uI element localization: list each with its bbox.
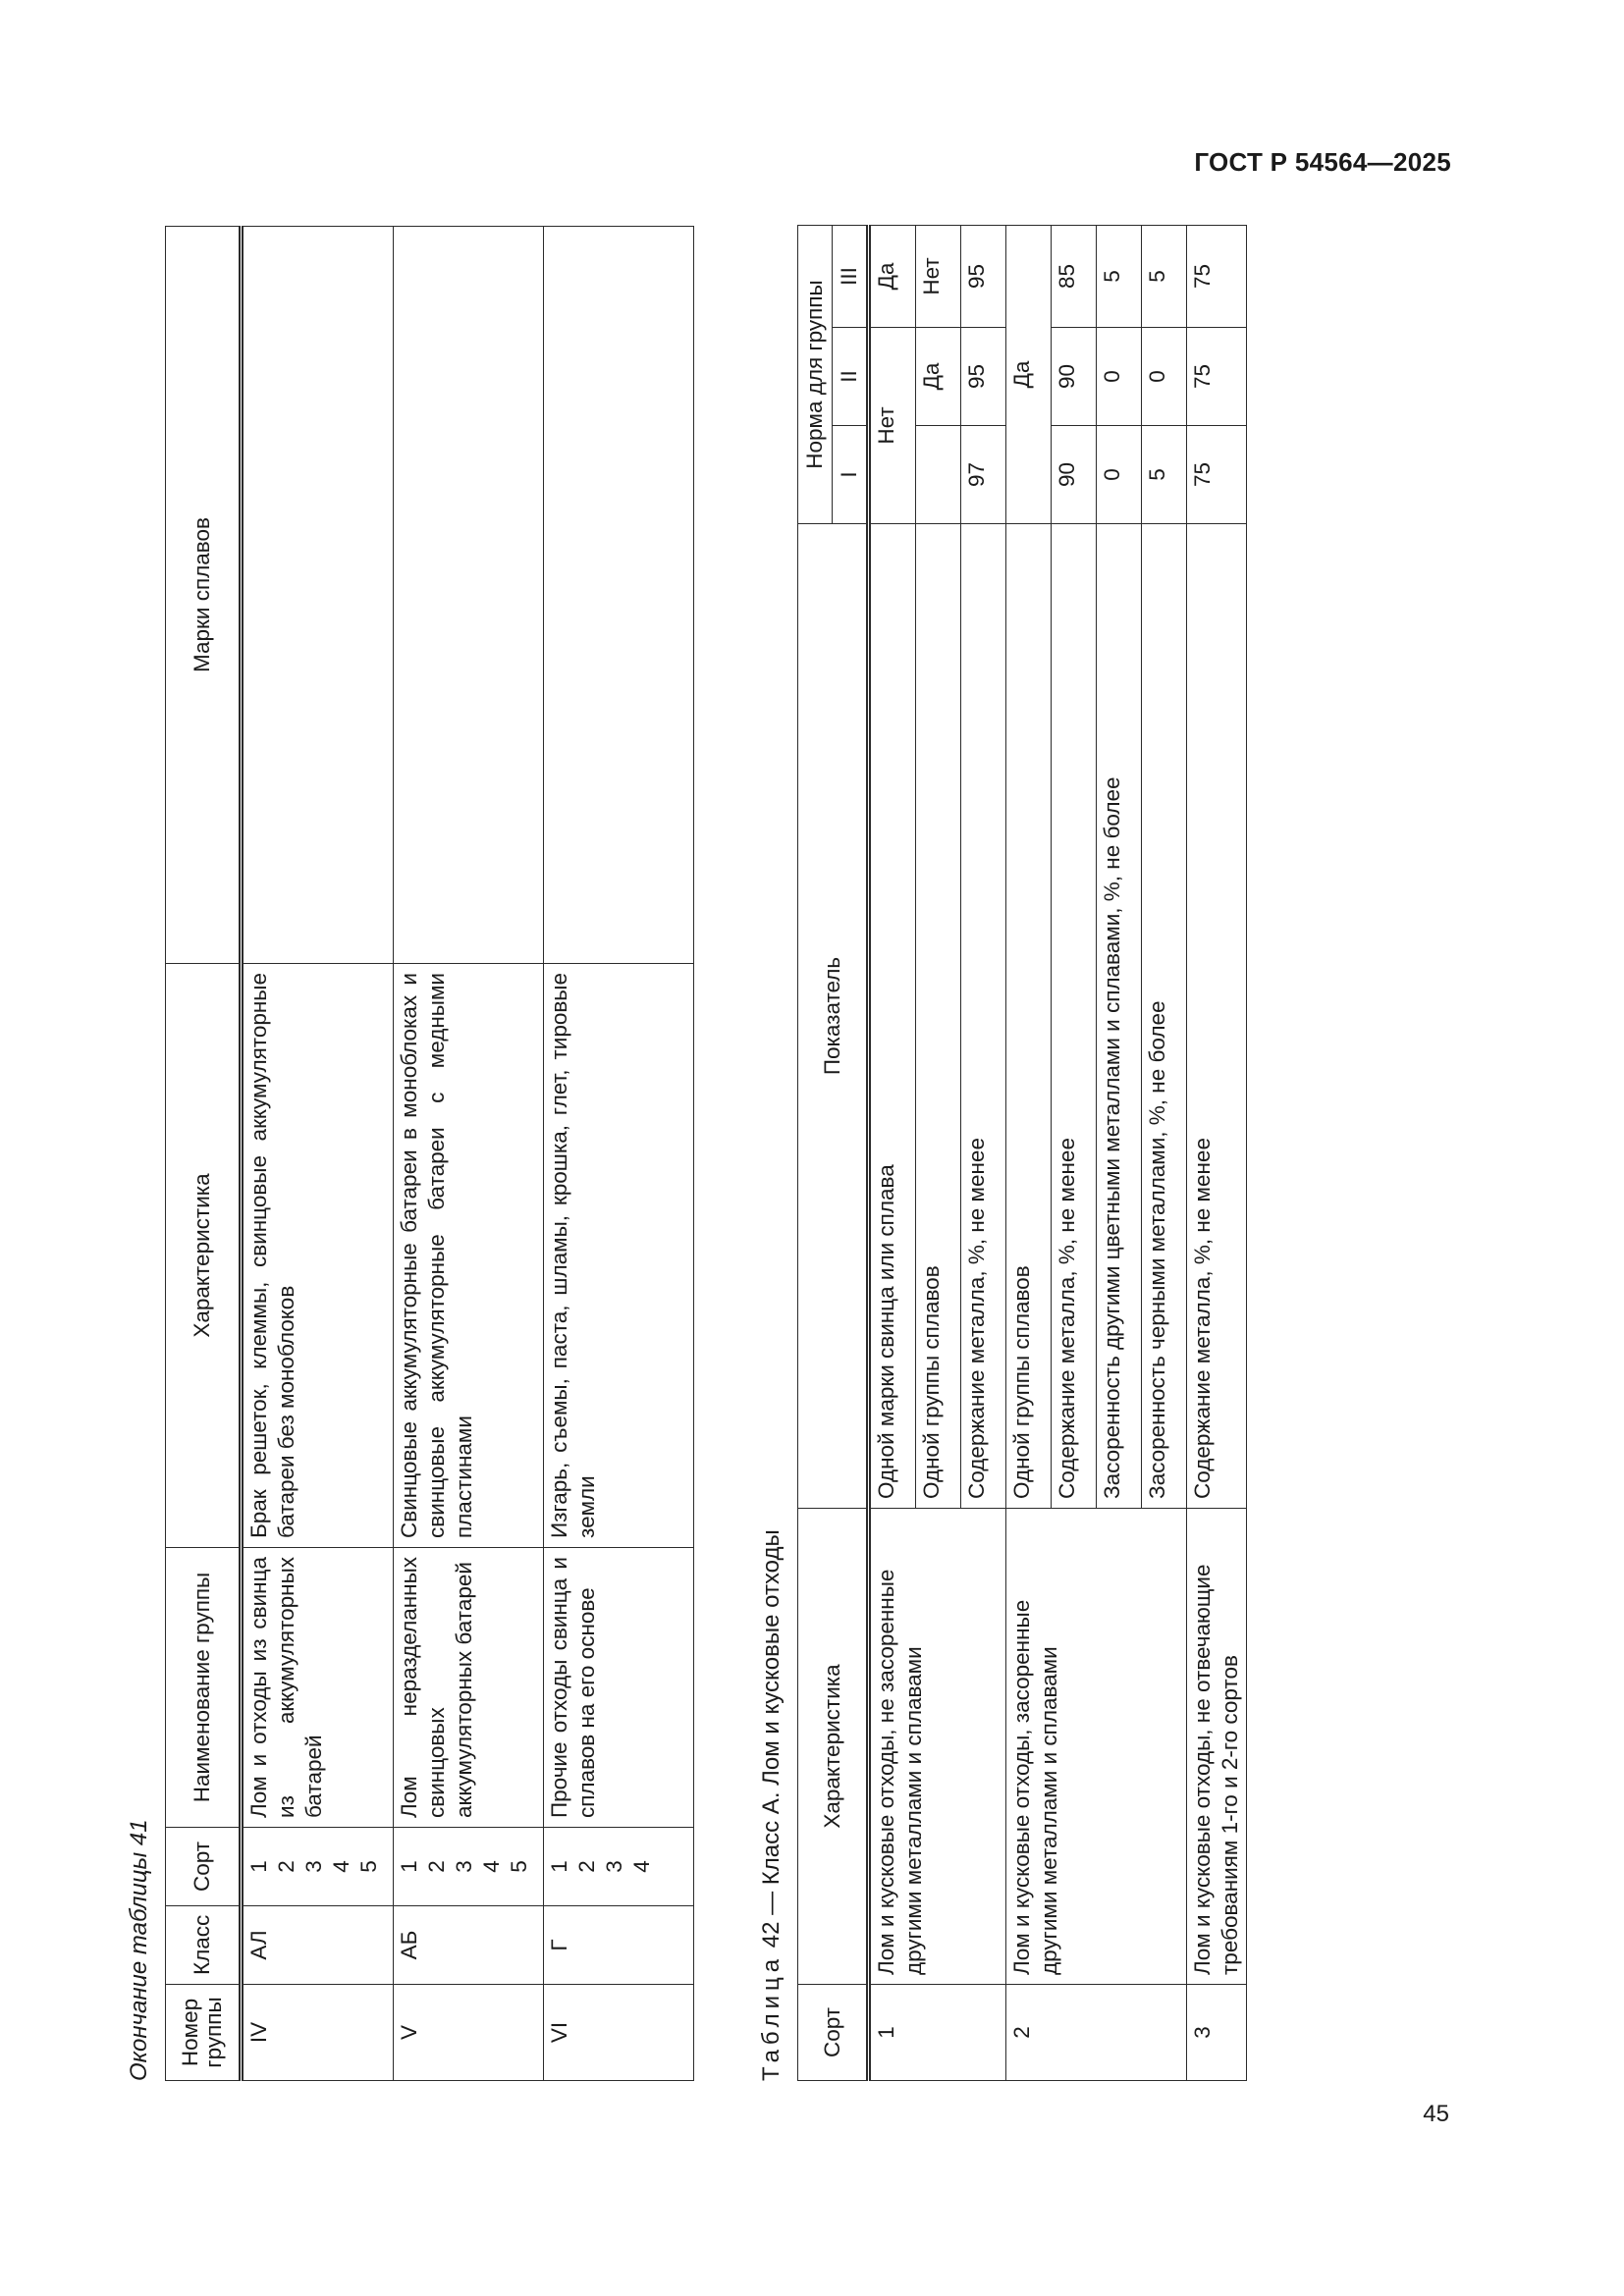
- indicator: Содержание металла, %, не менее: [1187, 524, 1247, 1509]
- sort-number: 1: [869, 1985, 1006, 2081]
- sort-item: 1: [547, 1860, 571, 1873]
- norm-value: 0: [1097, 426, 1142, 524]
- indicator: Одной марки свинца или сплава: [869, 524, 916, 1509]
- group-name: Лом неразделанных свинцовых аккумуляторных батарей: [394, 1548, 544, 1828]
- norm-value: 75: [1187, 328, 1247, 426]
- norm-value: 95: [961, 225, 1006, 327]
- group-characteristic: Брак решеток, клеммы, свинцовые аккумуляторные батареи без моноблоков: [242, 964, 394, 1548]
- col-header-indicator: Показатель: [798, 524, 869, 1509]
- table-row: [394, 227, 544, 2081]
- group-characteristic: Изгарь, съемы, паста, шламы, крошка, глет, тировые земли: [544, 964, 694, 1548]
- indicator: Засоренность черными металлами, %, не более: [1142, 524, 1187, 1509]
- sort-item: 4: [629, 1860, 654, 1873]
- group-name: Лом и отходы из свинца из аккумуляторных батарей: [242, 1548, 394, 1828]
- group-number: IV: [242, 1985, 394, 2081]
- norm-value: Да: [869, 225, 916, 327]
- table-header-row: [798, 225, 833, 2080]
- sort-number: 3: [1187, 1985, 1247, 2081]
- col-header-marks: Марки сплавов: [166, 227, 242, 964]
- col-header-class: Класс: [166, 1906, 242, 1985]
- indicator: Содержание металла, %, не менее: [1052, 524, 1097, 1509]
- indicator: Одной группы сплавов: [1006, 524, 1052, 1509]
- sort-item: 3: [301, 1860, 326, 1873]
- sort-item: 4: [479, 1860, 504, 1873]
- sort-item: 5: [507, 1860, 531, 1873]
- table-row: [544, 227, 694, 2081]
- norm-value: Да: [1006, 225, 1052, 523]
- norm-value: 75: [1187, 426, 1247, 524]
- norm-value: 85: [1052, 225, 1097, 327]
- col-header-norm: Норма для группы: [798, 225, 833, 523]
- norm-value: 75: [1187, 225, 1247, 327]
- norm-value: Да: [916, 328, 961, 426]
- norm-value: 95: [961, 328, 1006, 426]
- col-header-sort: Сорт: [798, 1985, 869, 2081]
- group-number: VI: [544, 1985, 694, 2081]
- group-characteristic: Свинцовые аккумуляторные батареи в моноблоках и свинцовые аккумуляторные батареи с медными пластинами: [394, 964, 544, 1548]
- table-41: [165, 226, 694, 2081]
- col-header-name: Наименование группы: [166, 1548, 242, 1828]
- table-42-caption: [748, 226, 797, 2081]
- col-header-characteristic: Характеристика: [798, 1509, 869, 1985]
- norm-value: 5: [1142, 426, 1187, 524]
- sort-item: 3: [452, 1860, 476, 1873]
- sort-list: [544, 1828, 694, 1906]
- norm-value: 5: [1097, 225, 1142, 327]
- sort-item: 1: [397, 1860, 421, 1873]
- table-41-caption: Окончание таблицы 41: [126, 1819, 152, 2081]
- table-42-block: [748, 226, 1318, 2081]
- sort-item: 2: [274, 1860, 298, 1873]
- col-header-group-2: II: [833, 328, 869, 426]
- document-code: ГОСТ Р 54564—2025: [1194, 147, 1451, 177]
- norm-value: 5: [1142, 225, 1187, 327]
- col-header-num: Номер группы: [166, 1985, 242, 2081]
- group-class: Г: [544, 1906, 694, 1985]
- sort-characteristic: Лом и кусковые отходы, не отвечающие требованиям 1-го и 2-го сортов: [1187, 1509, 1247, 1985]
- group-class: АБ: [394, 1906, 544, 1985]
- norm-value: Нет: [869, 328, 916, 524]
- table-42-caption-prefix: Таблица: [758, 1953, 785, 2081]
- sort-item: 5: [356, 1860, 381, 1873]
- sort-item: 2: [574, 1860, 599, 1873]
- sort-characteristic: Лом и кусковые отходы, не засоренные другими металлами и сплавами: [869, 1509, 1006, 1985]
- table-row: [242, 227, 394, 2081]
- group-number: V: [394, 1985, 544, 2081]
- group-marks: [394, 227, 544, 964]
- indicator: Содержание металла, %, не менее: [961, 524, 1006, 1509]
- sort-item: 4: [329, 1860, 353, 1873]
- sort-item: 2: [424, 1860, 449, 1873]
- sort-number: 2: [1006, 1985, 1187, 2081]
- norm-value: 0: [1097, 328, 1142, 426]
- table-row: [869, 225, 916, 2080]
- table-row: [1006, 225, 1052, 2080]
- table-row: [1187, 225, 1247, 2080]
- group-name: Прочие отходы свинца и сплавов на его основе: [544, 1548, 694, 1828]
- norm-value: Нет: [916, 225, 961, 327]
- norm-value: 0: [1142, 328, 1187, 426]
- table-header-row: [166, 227, 242, 2081]
- table-41-block: [116, 226, 705, 2081]
- norm-value: 90: [1052, 426, 1097, 524]
- sort-list: [242, 1828, 394, 1906]
- sort-list: [394, 1828, 544, 1906]
- col-header-group-3: III: [833, 225, 869, 327]
- col-header-sort: Сорт: [166, 1828, 242, 1906]
- group-marks: [242, 227, 394, 964]
- sort-item: 1: [246, 1860, 271, 1873]
- indicator: Засоренность другими цветными металлами и сплавами, %, не более: [1097, 524, 1142, 1509]
- indicator: Одной группы сплавов: [916, 524, 961, 1509]
- group-marks: [544, 227, 694, 964]
- norm-value: 97: [961, 426, 1006, 524]
- sort-item: 3: [602, 1860, 626, 1873]
- table-42: [797, 225, 1247, 2081]
- page-number: 45: [1423, 2101, 1449, 2127]
- table-42-caption-text: 42 — Класс А. Лом и кусковые отходы: [758, 1529, 785, 1949]
- col-header-group-1: I: [833, 426, 869, 524]
- col-header-characteristic: Характеристика: [166, 964, 242, 1548]
- norm-value: [916, 426, 961, 524]
- sort-characteristic: Лом и кусковые отходы, засоренные другими металлами и сплавами: [1006, 1509, 1187, 1985]
- group-class: АЛ: [242, 1906, 394, 1985]
- norm-value: 90: [1052, 328, 1097, 426]
